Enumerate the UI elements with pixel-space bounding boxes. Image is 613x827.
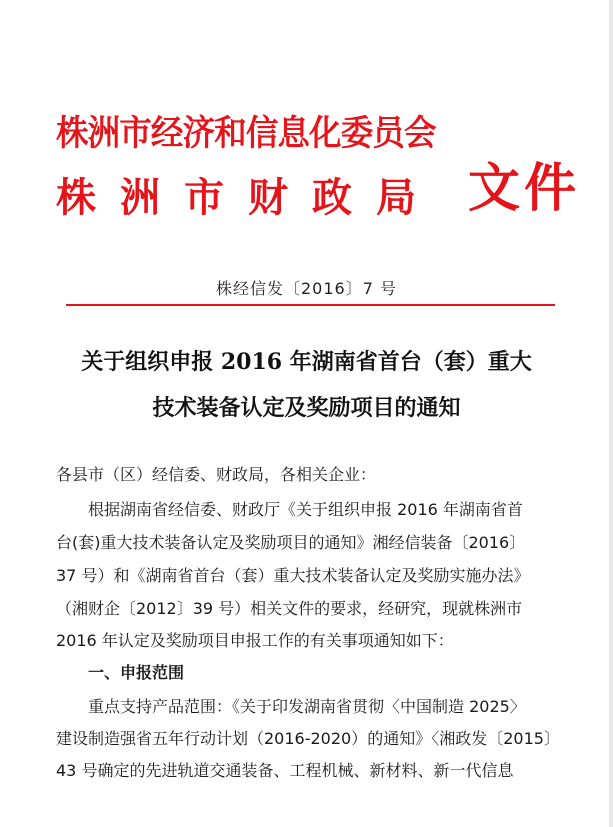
paragraph-2-line: 43 号确定的先进轨道交通装备、工程机械、新材料、新一代信息 [56, 761, 514, 780]
document-title-line-2: 技术装备认定及奖励项目的通知 [152, 395, 461, 421]
paragraph-2-line: 建设制造强省五年行动计划（2016-2020）的通知》〈湘政发〔2015〕 [56, 729, 560, 748]
issuer-name-secondary: 株洲市财政局 [56, 174, 440, 221]
issuer-name-primary: 株洲市经济和信息化委员会 [56, 113, 436, 154]
section-heading: 一、申报范围 [88, 663, 185, 682]
paragraph-1-line: 2016 年认定及奖励项目申报工作的有关事项通知如下： [56, 631, 454, 650]
document-header [56, 98, 581, 248]
paragraph-1-line: 根据湖南省经信委、财政厅《关于组织申报 2016 年湖南省首 [88, 500, 523, 519]
page-edge [609, 0, 613, 827]
paragraph-1-line: 37 号）和《湖南省首台（套）重大技术装备认定及奖励实施办法》 [56, 566, 530, 585]
paragraph-2-line: 重点支持产品范围：《关于印发湖南省贯彻〈中国制造 2025〉 [88, 697, 526, 716]
document-type-label: 文件 [468, 158, 581, 219]
document-title-line-1: 关于组织申报 2016 年湖南省首台（套）重大 [81, 349, 532, 375]
salutation: 各县市（区）经信委、财政局，各相关企业： [56, 465, 377, 484]
paragraph-1-line: （湘财企〔2012〕39 号）相关文件的要求，经研究，现就株洲市 [56, 599, 523, 618]
red-divider-line [66, 304, 555, 306]
document-number: 株经信发〔2016〕7 号 [216, 279, 397, 298]
paragraph-1-line: 台(套)重大技术装备认定及奖励项目的通知》湘经信装备〔2016〕 [56, 533, 526, 552]
